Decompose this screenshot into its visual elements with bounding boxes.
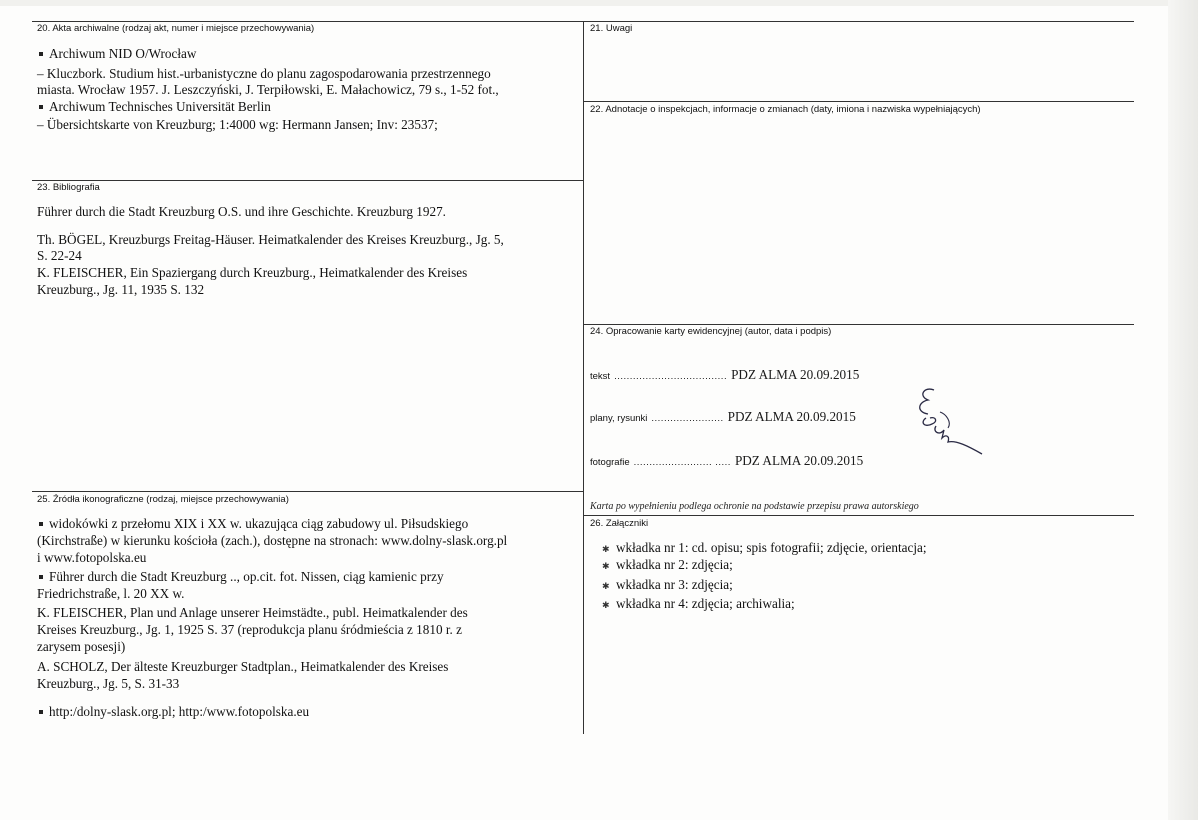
s24-row-text-dots: ....................................	[614, 371, 728, 382]
s25-line-7: Kreises Kreuzburg., Jg. 1, 1925 S. 37 (reprodukcja planu śródmieścia z 1810 r. z	[37, 622, 462, 637]
s25-line-9: A. SCHOLZ, Der älteste Kreuzburger Stadtplan., Heimatkalender des Kreises	[37, 659, 449, 674]
s20-line-4-text: Archiwum Technisches Universität Berlin	[49, 99, 271, 114]
s26-item-2	[602, 557, 733, 576]
s26-item-1	[602, 540, 927, 559]
bullet-icon	[39, 105, 43, 109]
s20-header: 20. Akta archiwalne (rodzaj akt, numer i miejsce przechowywania)	[37, 23, 315, 34]
s24-row-text-label: tekst	[590, 371, 611, 382]
s22-header: 22. Adnotacje o inspekcjach, informacje o zmianach (daty, imiona i nazwiska wypełniających)	[590, 104, 981, 115]
s26-item-4	[602, 596, 795, 615]
s24-row-text	[590, 366, 859, 384]
s21-s22-divider	[584, 101, 1134, 102]
s25-header: 25. Źródła ikonograficzne (rodzaj, miejsce przechowywania)	[37, 494, 289, 505]
s26-item-1-text: wkładka nr 1: cd. opisu; spis fotografii; zdjęcie, orientacja;	[616, 540, 927, 555]
s24-row-plans-dots: .......................	[651, 413, 724, 424]
s25-line-3: i www.fotopolska.eu	[37, 550, 147, 565]
s25-line-1-text: widokówki z przełomu XIX i XX w. ukazująca ciąg zabudowy ul. Piłsudskiego	[49, 516, 469, 531]
s23-line-4: K. FLEISCHER, Ein Spaziergang durch Kreuzburg., Heimatkalender des Kreises	[37, 265, 468, 280]
s25-line-10: Kreuzburg., Jg. 5, S. 31-33	[37, 676, 180, 691]
s26-item-4-text: wkładka nr 4: zdjęcia; archiwalia;	[616, 596, 795, 611]
s25-line-2: (Kirchstraße) w kierunku kościoła (zach.), dostępne na stronach: www.dolny-slask.org.pl	[37, 533, 508, 548]
s25-line-4-text: Führer durch die Stadt Kreuzburg .., op.cit. fot. Nissen, ciąg kamienic przy	[49, 569, 444, 584]
s23-s25-divider	[32, 491, 584, 492]
bullet-icon	[39, 52, 43, 56]
s20-line-1	[37, 46, 196, 63]
s25-line-4	[37, 569, 444, 586]
s25-line-8: zarysem posesji)	[37, 639, 126, 654]
s20-line-5: – Übersichtskarte von Kreuzburg; 1:4000 wg: Hermann Jansen; Inv: 23537;	[37, 117, 438, 132]
s24-row-plans-value: PDZ ALMA 20.09.2015	[727, 409, 856, 424]
handwritten-signature	[912, 382, 992, 458]
s26-item-3	[602, 577, 733, 596]
s20-line-3: miasta. Wrocław 1957. J. Leszczyński, J. Terpiłowski, E. Małachowicz, 79 s., 1-52 fot.,	[37, 82, 499, 97]
s23-line-5: Kreuzburg., Jg. 11, 1935 S. 132	[37, 282, 205, 297]
s20-line-1-text: Archiwum NID O/Wrocław	[49, 46, 197, 61]
s24-row-text-value: PDZ ALMA 20.09.2015	[731, 367, 860, 382]
s20-line-2: – Kluczbork. Studium hist.-urbanistyczne do planu zagospodarowania przestrzennego	[37, 66, 491, 81]
s25-line-5: Friedrichstraße, l. 20 XX w.	[37, 586, 185, 601]
s23-line-2: Th. BÖGEL, Kreuzburgs Freitag-Häuser. Heimatkalender des Kreises Kreuzburg., Jg. 5,	[37, 232, 504, 247]
center-divider-line	[583, 21, 584, 734]
s24-row-photos	[590, 452, 863, 470]
s25-line-11	[37, 704, 309, 721]
bullet-icon	[39, 522, 43, 526]
s25-line-1	[37, 516, 468, 533]
s20-line-4	[37, 99, 271, 116]
s24-header: 24. Opracowanie karty ewidencyjnej (autor, data i podpis)	[590, 326, 832, 337]
s24-row-photos-dots: ......................... .....	[633, 457, 731, 468]
s24-row-plans-label: plany, rysunki	[590, 413, 648, 424]
s22-s24-divider	[584, 324, 1134, 325]
s24-row-photos-label: fotografie	[590, 457, 630, 468]
s24-s26-divider	[584, 515, 1134, 516]
s25-line-11-text: http:/dolny-slask.org.pl; http:/www.fotopolska.eu	[49, 704, 310, 719]
s25-line-6: K. FLEISCHER, Plan und Anlage unserer Heimstädte., publ. Heimatkalender des	[37, 605, 468, 620]
scan-edge-right	[1168, 0, 1198, 820]
s24-row-plans	[590, 408, 856, 426]
s23-line-1: Führer durch die Stadt Kreuzburg O.S. und ihre Geschichte. Kreuzburg 1927.	[37, 204, 446, 219]
s23-line-3: S. 22-24	[37, 248, 82, 263]
bullet-icon	[39, 710, 43, 714]
copyright-note: Karta po wypełnieniu podlega ochronie na podstawie przepisu prawa autorskiego	[590, 501, 919, 512]
s21-header: 21. Uwagi	[590, 23, 633, 34]
asterisk-icon: ✱	[602, 562, 610, 572]
asterisk-icon: ✱	[602, 545, 610, 555]
s24-row-photos-value: PDZ ALMA 20.09.2015	[734, 453, 864, 468]
scan-edge-top	[0, 0, 1198, 6]
s23-header: 23. Bibliografia	[37, 182, 100, 193]
s26-header: 26. Załączniki	[590, 518, 649, 529]
s26-item-2-text: wkładka nr 2: zdjęcia;	[616, 557, 733, 572]
asterisk-icon: ✱	[602, 601, 610, 611]
s20-s23-divider	[32, 180, 584, 181]
asterisk-icon: ✱	[602, 582, 610, 592]
bullet-icon	[39, 575, 43, 579]
s26-item-3-text: wkładka nr 3: zdjęcia;	[616, 577, 733, 592]
